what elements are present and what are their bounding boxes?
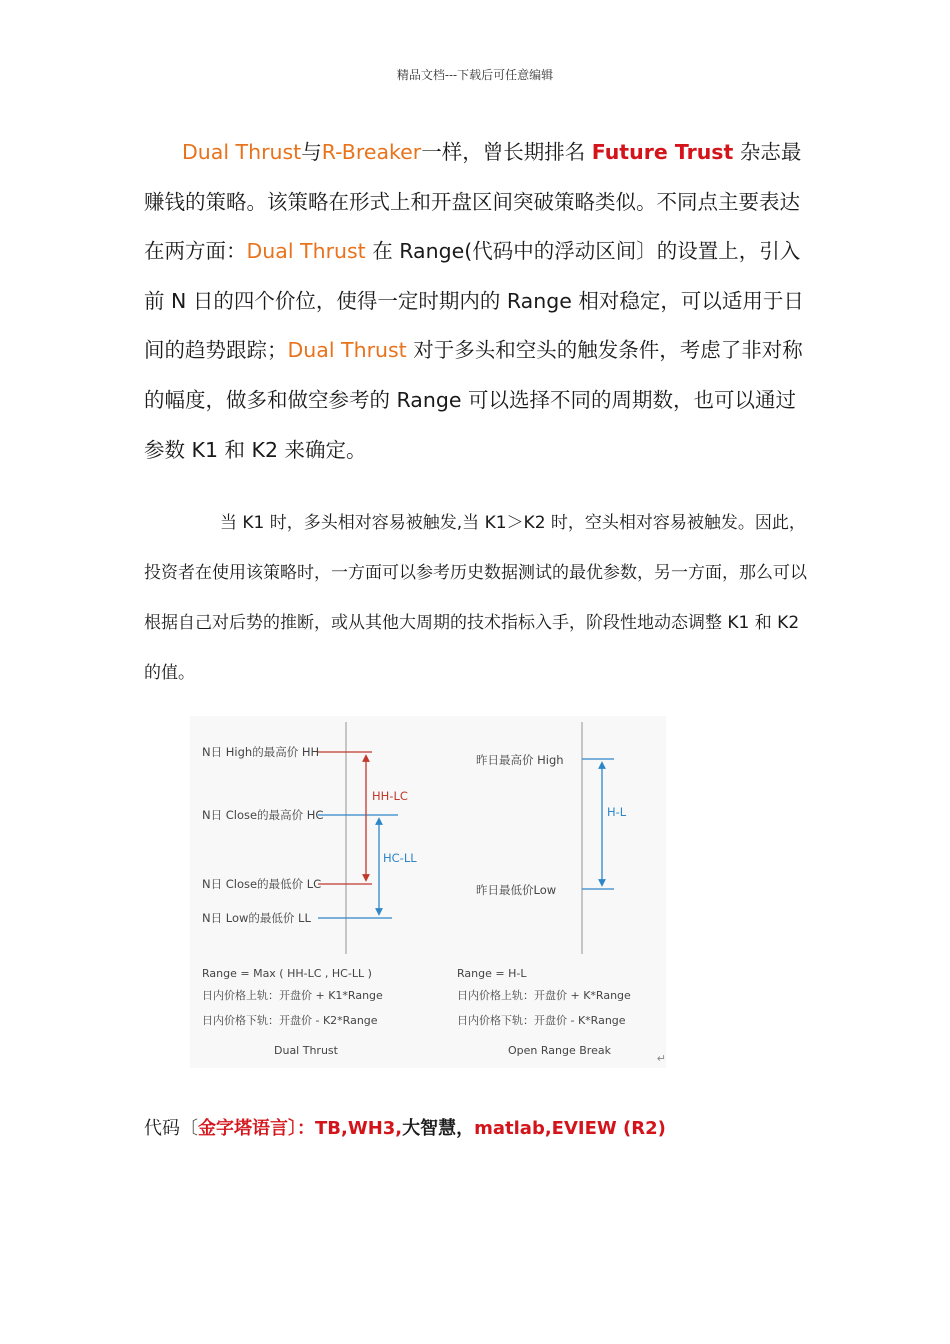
text-segment-4: 对于多头和空头的触发条件，考虑了非对称的幅度，做多和做空参考的 Range 可以选择不同的周期数，也可以通过参数 K1 和 K2 来确定。 — [144, 338, 803, 462]
text-segment-3: 在 Range(代码中的浮动区间〕的设置上，引入前 N 日的四个价位，使得一定时期内的 Range 相对稳定，可以适用于日间的趋势跟踪； — [144, 239, 804, 363]
left-formula-range: Range = Max ( HH-LC , HC-LL ) — [202, 967, 372, 980]
right-caption: Open Range Break — [508, 1044, 611, 1057]
label-h-l: H-L — [607, 805, 627, 819]
paragraph-k-params — [144, 498, 809, 698]
term-future-trust: Future Trust — [591, 140, 734, 164]
text-yu: 与 — [301, 140, 322, 164]
return-mark: ↵ — [656, 1052, 666, 1065]
paragraph-intro — [144, 128, 809, 475]
code-matlab-eview: matlab,EVIEW (R2) — [474, 1118, 666, 1139]
label-low: 昨日最低价Low — [476, 883, 557, 897]
code-label: 代码〔 — [144, 1118, 198, 1139]
term-dual-thrust-2: Dual Thrust — [246, 239, 366, 264]
code-dzh: 大智慧， — [402, 1118, 475, 1139]
term-dual-thrust: Dual Thrust — [182, 140, 302, 164]
label-lc: N日 Close的最低价 LC — [202, 877, 322, 891]
left-caption: Dual Thrust — [274, 1044, 338, 1057]
label-hc: N日 Close的最高价 HC — [202, 808, 324, 822]
code-tb-wh3: TB,WH3, — [315, 1118, 403, 1139]
right-formula-range: Range = H-L — [457, 967, 527, 980]
code-close: 〕： — [288, 1118, 315, 1139]
right-formula-lower: 日内价格下轨：开盘价 - K*Range — [457, 1014, 626, 1027]
strategy-diagram — [190, 716, 666, 1068]
label-hh-lc: HH-LC — [372, 789, 408, 803]
label-high: 昨日最高价 High — [476, 753, 564, 767]
label-ll: N日 Low的最低价 LL — [202, 911, 311, 925]
code-languages-line — [144, 1114, 666, 1140]
right-formula-upper: 日内价格上轨：开盘价 + K*Range — [457, 989, 631, 1002]
label-hc-ll: HC-LL — [383, 851, 417, 865]
page-header: 精品文档---下载后可任意编辑 — [396, 68, 554, 82]
text-segment-1: 一样，曾长期排名 — [421, 140, 586, 164]
code-lang-jinzita: 金字塔语言 — [198, 1118, 288, 1139]
term-r-breaker: R-Breaker — [321, 140, 422, 164]
left-formula-lower: 日内价格下轨：开盘价 - K2*Range — [202, 1014, 378, 1027]
strategy-diagram-svg — [190, 716, 666, 1068]
left-formula-upper: 日内价格上轨：开盘价 + K1*Range — [202, 989, 383, 1002]
label-hh: N日 High的最高价 HH — [202, 745, 320, 759]
text-segment-2: 杂志最赚钱的策略。该策略在形式上和开盘区间突破策略类似。不同点主要表达在两方面： — [144, 140, 802, 264]
paragraph-k-params-text: 当 K1 时，多头相对容易被触发,当 K1＞K2 时，空头相对容易被触发。因此，投资者在使用该策略时，一方面可以参考历史数据测试的最优参数，另一方面，那么可以根据自己对后势的推断，或从其他大周期的技术指标入手，阶段性地动态调整 K1 和 K2 的值。 — [144, 513, 807, 683]
term-dual-thrust-3: Dual Thrust — [287, 338, 407, 363]
